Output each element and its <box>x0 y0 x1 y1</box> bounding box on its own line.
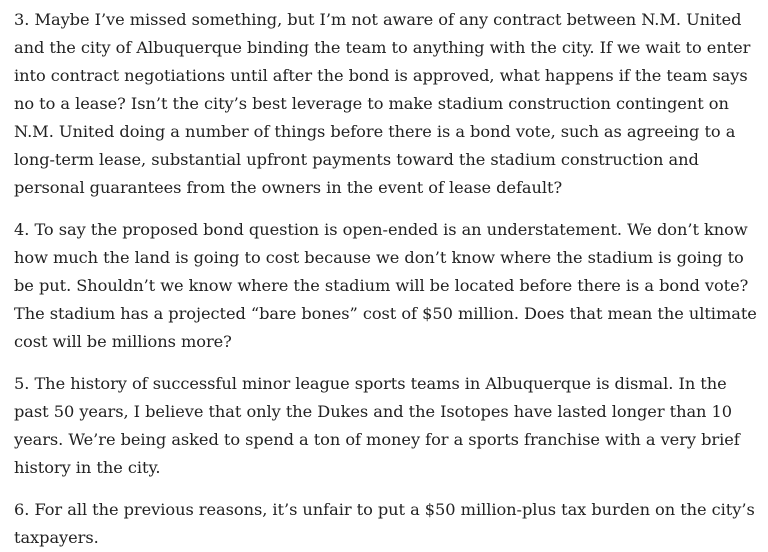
paragraph-point-3: 3. Maybe I’ve missed something, but I’m not aware of any contract between N.M. United and the city of Albuquerque binding the team to anything with the city. If we wait to enter into contract negotiations until after the bond is approved, what happens if the team says no to a lease? Isn’t the city’s best leverage to make stadium construction contingent on N.M. United doing a number of things before there is a bond vote, such as agreeing to a long-term lease, substantial upfront payments toward the stadium construction and personal guarantees from the owners in the event of lease default? <box>14 10 751 197</box>
paragraph-point-6: 6. For all the previous reasons, it’s unfair to put a $50 million-plus tax burden on the city’s taxpayers. <box>14 500 755 547</box>
paragraph-point-5: 5. The history of successful minor league sports teams in Albuquerque is dismal. In the past 50 years, I believe that only the Dukes and the Isotopes have lasted longer than 10 years. We’re being asked to spend a ton of money for a sports franchise with a very brief history in the city. <box>14 374 740 477</box>
paragraph-point-4: 4. To say the proposed bond question is open-ended is an understatement. We don’t know how much the land is going to cost because we don’t know where the stadium is going to be put. Shouldn’t we know where the stadium will be located before there is a bond vote? The stadium has a projected “bare bones” cost of $50 million. Does that mean the ultimate cost will be millions more? <box>14 220 757 351</box>
